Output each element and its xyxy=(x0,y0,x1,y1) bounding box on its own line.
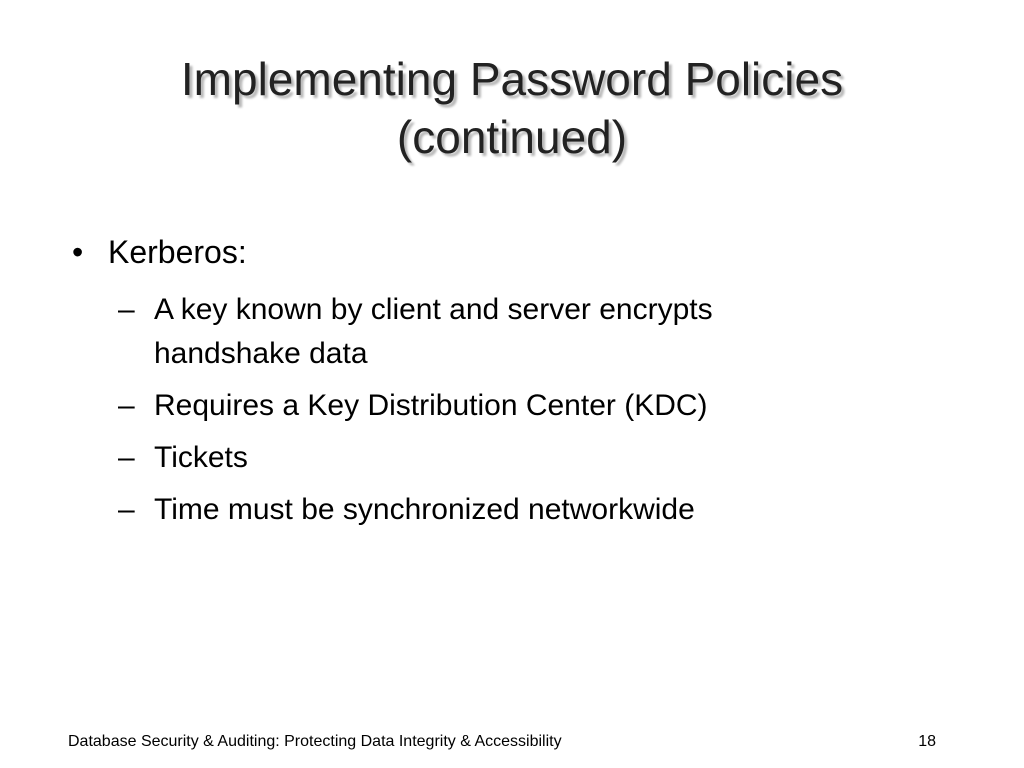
sub-bullet-text-line-2: handshake data xyxy=(154,337,368,370)
sub-bullet-text: Tickets xyxy=(154,441,248,474)
page-number: 18 xyxy=(918,733,936,750)
dash-marker: – xyxy=(118,389,135,422)
sub-bullet-text-line-1: A key known by client and server encrypts xyxy=(154,293,713,326)
bullet-kerberos xyxy=(72,230,247,274)
sub-bullet-item xyxy=(118,384,713,428)
sub-bullet-list xyxy=(118,288,713,540)
footer-text: Database Security & Auditing: Protecting Data Integrity & Accessibility xyxy=(68,733,562,750)
dash-marker: – xyxy=(118,493,135,526)
sub-bullet-item xyxy=(118,436,713,480)
dash-marker: – xyxy=(118,441,135,474)
bullet-label: Kerberos: xyxy=(108,234,247,270)
dash-marker: – xyxy=(118,293,135,326)
slide-title-line-2: (continued) xyxy=(396,111,628,163)
sub-bullet-text: Time must be synchronized networkwide xyxy=(154,493,695,526)
sub-bullet-item xyxy=(118,488,713,532)
slide-title-line-1: Implementing Password Policies xyxy=(180,53,844,105)
bullet-marker: • xyxy=(72,234,84,270)
sub-bullet-item xyxy=(118,288,713,376)
sub-bullet-text: Requires a Key Distribution Center (KDC) xyxy=(154,389,708,422)
